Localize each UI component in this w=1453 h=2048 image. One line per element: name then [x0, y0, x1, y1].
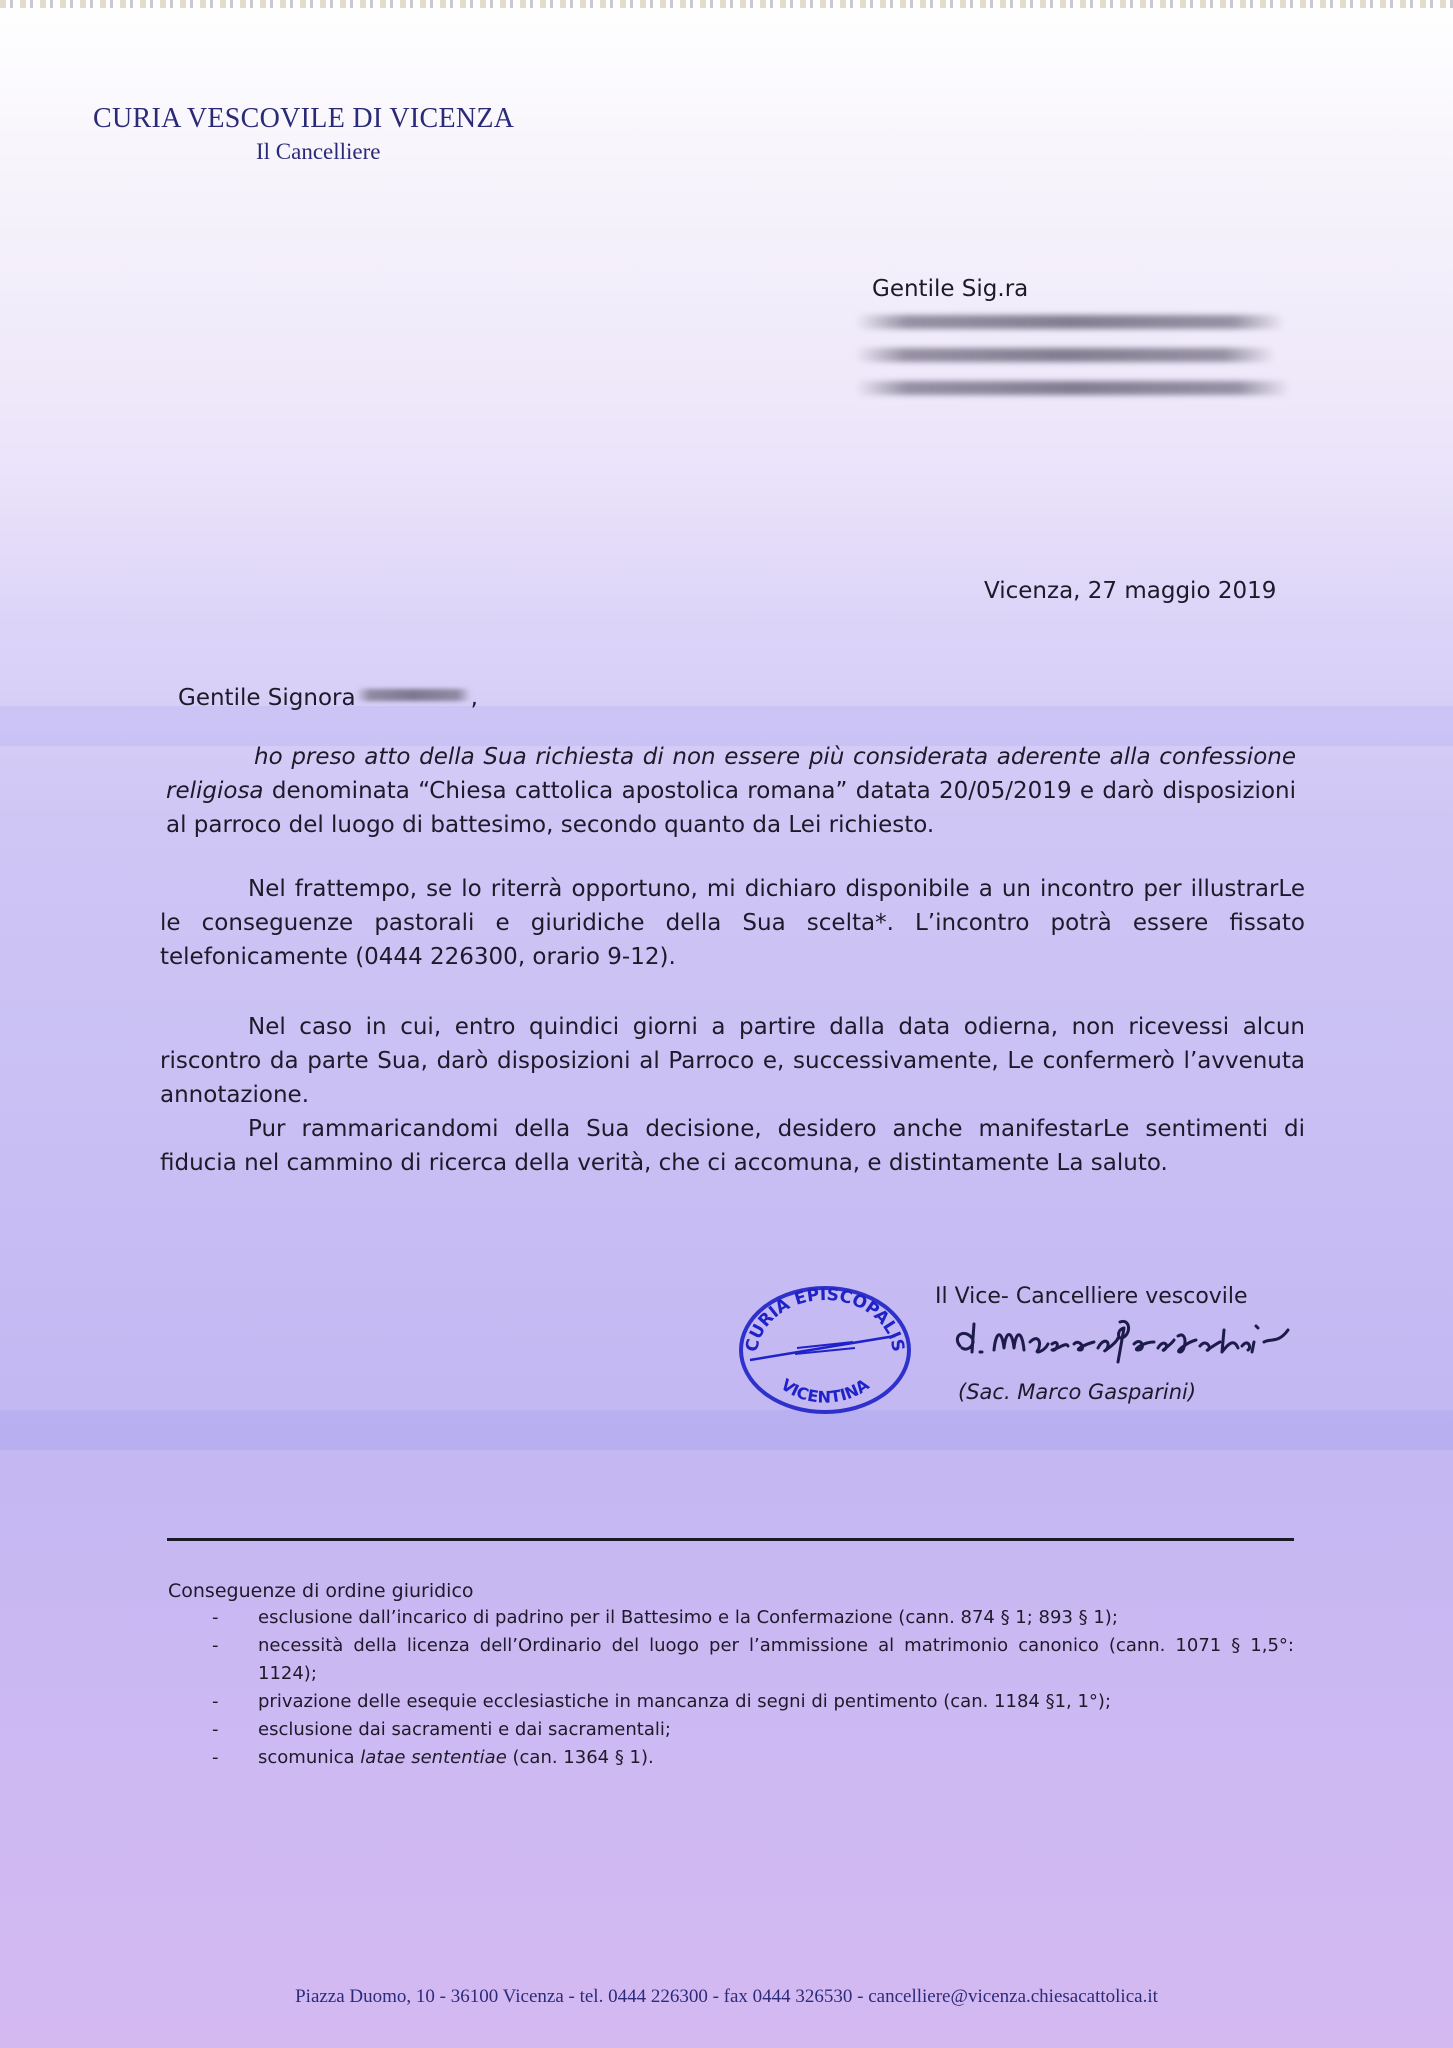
letter-date: Vicenza, 27 maggio 2019: [984, 578, 1277, 604]
greeting-comma: ,: [470, 685, 478, 711]
paragraph-4-text: Pur rammaricandomi della Sua decisione, desidero anche manifestarLe sentimenti di fiducia nel cammino di ricerca della verità, che ci accomuna, e distintamente La saluto.: [160, 1116, 1305, 1176]
paragraph-2-text: Nel frattempo, se lo riterrà opportuno, mi dichiaro disponibile a un incontro per illustrarLe le conseguenze pastorali e giuridiche della Sua scelta*. L’incontro potrà essere fissato telefonicamente (0444 226300, orario 9-12).: [160, 876, 1305, 970]
handwritten-signature: [948, 1308, 1308, 1368]
curia-seal-stamp: [735, 1278, 915, 1418]
list-item-text-post: (can. 1364 § 1).: [506, 1747, 654, 1768]
list-item-text: privazione delle esequie ecclesiastiche in mancanza di segni di pentimento (can. 1184 §1, 1°);: [258, 1691, 1112, 1712]
paragraph-3: [160, 1010, 1305, 1112]
redacted-address-line-3: [855, 381, 1290, 395]
signer-name: (Sac. Marco Gasparini): [958, 1380, 1197, 1404]
list-item-text: esclusione dall’incarico di padrino per il Battesimo e la Confermazione (cann. 874 § 1; 893 § 1);: [258, 1607, 1118, 1628]
legal-consequences-list: [168, 1604, 1294, 1772]
seal-bottom-text: VICENTINA: [777, 1374, 873, 1407]
paragraph-4: [160, 1112, 1305, 1180]
list-item: [168, 1688, 1294, 1716]
redacted-name: [356, 689, 471, 701]
paragraph-3-text: Nel caso in cui, entro quindici giorni a partire dalla data odierna, non ricevessi alcun riscontro da parte Sua, darò disposizioni al Parroco e, successivamente, Le confermerò l’avvenuta annotazione.: [160, 1014, 1305, 1108]
recipient-salutation: Gentile Sig.ra: [872, 276, 1029, 302]
list-item-text-italic: latae sententiae: [360, 1747, 507, 1768]
list-item: [168, 1744, 1294, 1772]
list-item-text: necessità della licenza dell’Ordinario del luogo per l’ammissione al matrimonio canonico (cann. 1071 § 1,5°: 1124);: [258, 1635, 1294, 1684]
letterhead-organization: CURIA VESCOVILE DI VICENZA: [93, 103, 515, 134]
letter-greeting: [178, 685, 478, 711]
list-dash: -: [212, 1719, 219, 1740]
footnote-divider: [167, 1538, 1294, 1541]
list-item: [168, 1604, 1294, 1632]
letterhead-role: Il Cancelliere: [256, 139, 381, 164]
notes-title: Conseguenze di ordine giuridico: [168, 1580, 474, 1602]
list-dash: -: [212, 1607, 219, 1628]
paragraph-1-italic: ho preso atto della Sua richiesta di non essere più considerata aderente alla confessione religiosa: [166, 744, 1296, 804]
signer-role: Il Vice- Cancelliere vescovile: [935, 1284, 1248, 1309]
scan-edge: [0, 0, 1453, 8]
scan-band-lower: [0, 1410, 1453, 1450]
seal-top-text: CURIA EPISCOPALIS: [742, 1284, 908, 1354]
greeting-text: Gentile Signora: [178, 685, 356, 711]
letterhead-footer: Piazza Duomo, 10 - 36100 Vicenza - tel. 0444 226300 - fax 0444 326530 - cancelliere@vicenza.chiesacattolica.it: [295, 1986, 1158, 2007]
list-item: [168, 1716, 1294, 1744]
list-item-text-pre: scomunica: [258, 1747, 361, 1768]
redacted-address-line-2: [855, 348, 1275, 362]
paragraph-1: [166, 740, 1296, 842]
list-item: [168, 1632, 1294, 1688]
redacted-address-line-1: [855, 315, 1285, 329]
list-dash: -: [212, 1691, 219, 1712]
paragraph-1-text: denominata “Chiesa cattolica apostolica romana” datata 20/05/2019 e darò disposizioni al parroco del luogo di battesimo, secondo quanto da Lei richiesto.: [166, 778, 1296, 838]
list-item-text: esclusione dai sacramenti e dai sacramentali;: [258, 1719, 671, 1740]
list-dash: -: [212, 1747, 219, 1768]
paragraph-2: [160, 872, 1305, 974]
list-dash: -: [212, 1635, 219, 1656]
